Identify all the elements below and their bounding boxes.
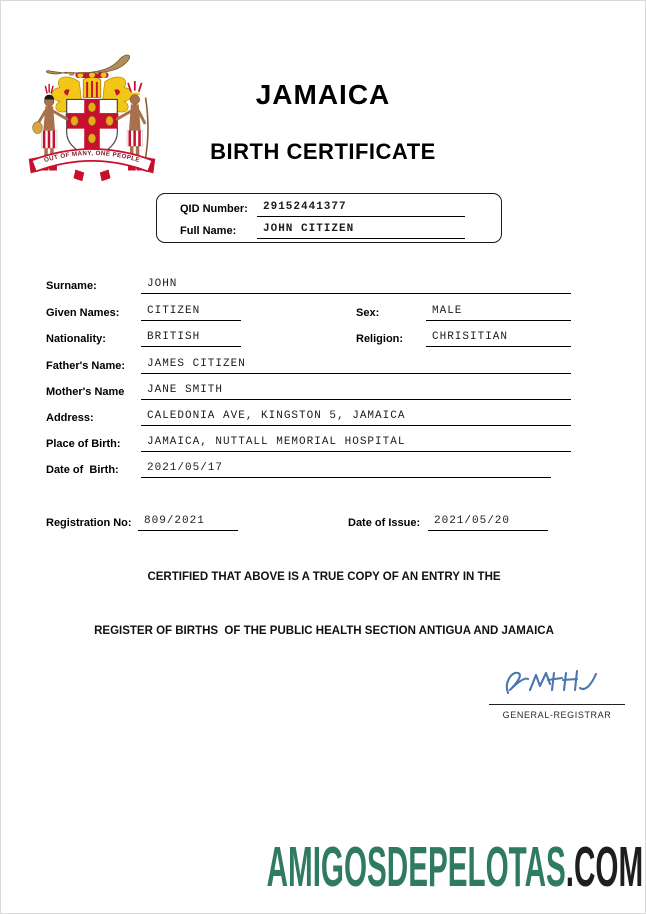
fathers-name-label: Father's Name: (46, 360, 126, 372)
given-names-value: CITIZEN (141, 305, 241, 321)
surname-label: Surname: (46, 280, 97, 292)
date-of-issue-value: 2021/05/20 (428, 515, 548, 531)
place-of-birth-value: JAMAICA, NUTTALL MEMORIAL HOSPITAL (141, 436, 571, 452)
full-name-label: Full Name: (180, 225, 237, 237)
certification-line-1: CERTIFIED THAT ABOVE IS A TRUE COPY OF AN ENTRY IN THE (147, 571, 501, 583)
crocodile (46, 55, 129, 74)
signature-stroke (507, 671, 596, 693)
fathers-name-value: JAMES CITIZEN (141, 358, 571, 374)
signature-line (489, 704, 625, 705)
date-of-issue-label: Date of Issue: (348, 517, 421, 529)
address-label: Address: (46, 412, 94, 424)
watermark-tld: .COM (565, 835, 643, 899)
jamaica-coat-of-arms-icon (19, 43, 165, 189)
place-of-birth-label: Place of Birth: (46, 438, 121, 450)
country-title: JAMAICA (255, 79, 391, 110)
certification-line-2: REGISTER OF BIRTHS OF THE PUBLIC HEALTH SECTION ANTIGUA AND JAMAICA (94, 625, 554, 637)
mothers-name-value: JANE SMITH (141, 384, 571, 400)
sex-label: Sex: (356, 307, 380, 319)
document-title: BIRTH CERTIFICATE (210, 139, 436, 164)
address-value: CALEDONIA AVE, KINGSTON 5, JAMAICA (141, 410, 571, 426)
qid-number-value: 29152441377 (257, 201, 465, 217)
date-of-birth-value: 2021/05/17 (141, 462, 551, 478)
date-of-birth-label: Date of Birth: (46, 464, 119, 476)
registration-no-value: 809/2021 (138, 515, 238, 531)
registrar-title: GENERAL-REGISTRAR (502, 710, 612, 720)
qid-number-label: QID Number: (180, 203, 248, 215)
religion-label: Religion: (356, 333, 404, 345)
full-name-value: JOHN CITIZEN (257, 223, 465, 239)
mothers-name-label: Mother's Name (46, 386, 125, 398)
registration-no-label: Registration No: (46, 517, 132, 529)
religion-value: CHRISITIAN (426, 331, 571, 347)
qid-box (156, 193, 502, 243)
nationality-value: BRITISH (141, 331, 241, 347)
sex-value: MALE (426, 305, 571, 321)
registrar-signature (501, 665, 603, 703)
given-names-label: Given Names: (46, 307, 120, 319)
motto-text: OUT OF MANY, ONE PEOPLE (43, 149, 141, 165)
watermark-site-name: AMIGOSDEPELOTAS (266, 835, 566, 899)
surname-value: JOHN (141, 278, 571, 294)
watermark (266, 835, 643, 899)
nationality-label: Nationality: (46, 333, 106, 345)
